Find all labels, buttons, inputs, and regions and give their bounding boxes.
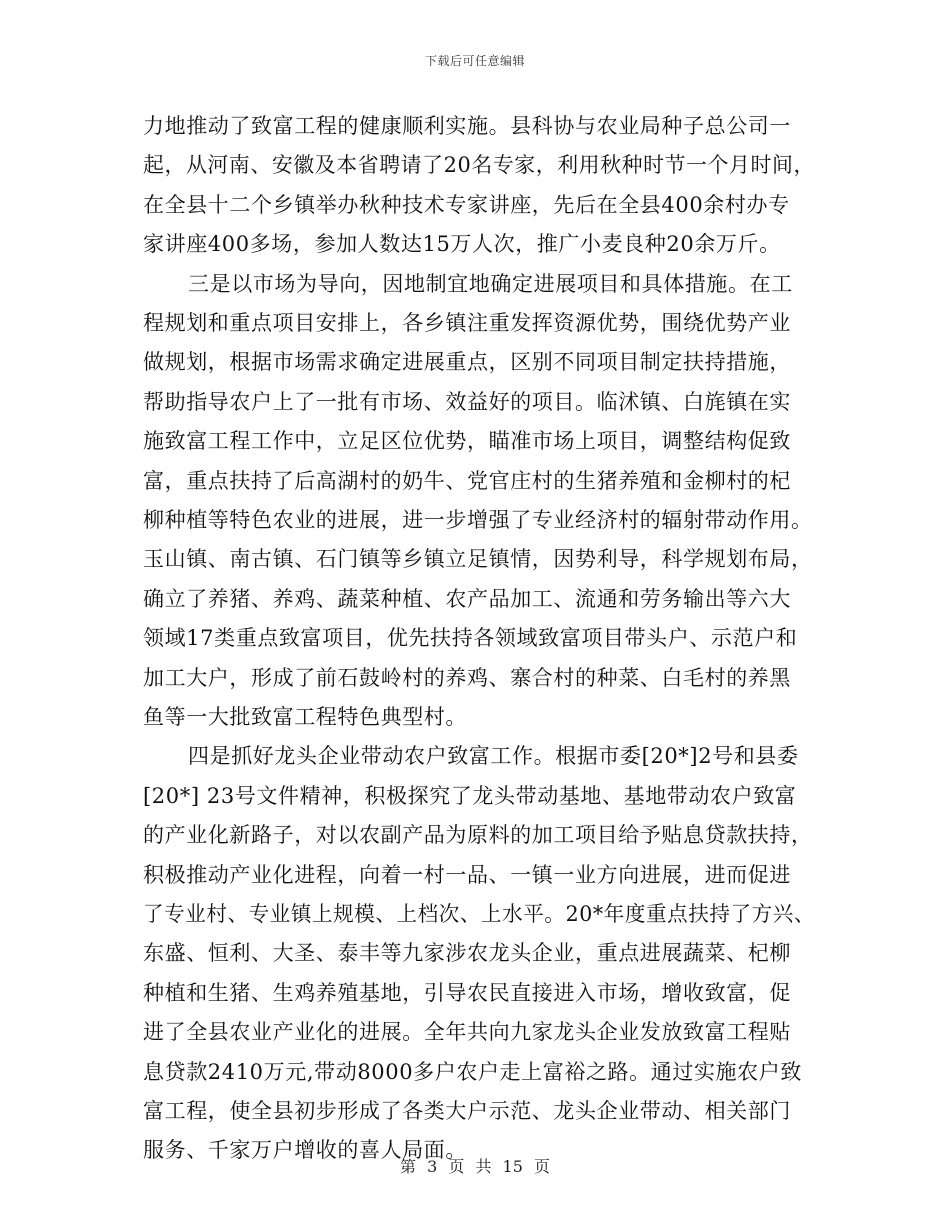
text-line: 的产业化新路子，对以农副产品为原料的加工项目给予贴息贷款扶持， [143,823,813,847]
text-line: 富，重点扶持了后高湖村的奶牛、党官庄村的生猪养殖和金柳村的杞 [143,469,791,493]
text-line: 积极推动产业化进程，向着一村一品、一镇一业方向进展，进而促进 [143,863,791,887]
text-line: 加工大户，形成了前石鼓岭村的养鸡、寨合村的种菜、白毛村的养黑 [143,666,791,690]
text-line: 力地推动了致富工程的健康顺利实施。县科协与农业局种子总公司一 [143,114,791,138]
text-line: 程规划和重点项目安排上，各乡镇注重发挥资源优势，围绕优势产业 [143,311,791,335]
text-line: 施致富工程工作中，立足区位优势，瞄准市场上项目，调整结构促致 [143,429,791,453]
page-number: 第 3 页 共 15 页 [400,1157,550,1176]
text-line: 鱼等一大批致富工程特色典型村。 [143,705,467,729]
text-line: 了专业村、专业镇上规模、上档次、上水平。20*年度重点扶持了方兴、 [143,902,816,926]
text-line: 确立了养猪、养鸡、蔬菜种植、农产品加工、流通和劳务输出等六大 [143,587,791,611]
page-header: 下载后可任意编辑 [424,54,525,68]
text-line: 帮助指导农户上了一批有市场、效益好的项目。临沭镇、白旄镇在实 [143,390,791,414]
text-line: 柳种植等特色农业的进展，进一步增强了专业经济村的辐射带动作用。 [143,508,813,532]
text-line: 服务、千家万户增收的喜人局面。 [143,1138,467,1162]
text-line: 四是抓好龙头企业带动农户致富工作。根据市委[20*]2号和县委 [188,744,799,768]
text-line: 富工程，使全县初步形成了各类大户示范、龙头企业带动、相关部门 [143,1099,791,1123]
text-line: [20*] 23号文件精神，积极探究了龙头带动基地、基地带动农户致富 [143,784,797,808]
text-line: 东盛、恒利、大圣、泰丰等九家涉农龙头企业，重点进展蔬菜、杞柳 [143,941,791,965]
text-line: 家讲座400多场，参加人数达15万人次，推广小麦良种20余万斤。 [143,232,781,256]
text-line: 三是以市场为导向，因地制宜地确定进展项目和具体措施。在工 [188,272,793,296]
text-line: 玉山镇、南古镇、石门镇等乡镇立足镇情，因势利导，科学规划布局， [143,547,813,571]
text-line: 起，从河南、安徽及本省聘请了20名专家，利用秋种时节一个月时间， [143,153,815,177]
text-line: 领域17类重点致富项目，优先扶持各领域致富项目带头户、示范户和 [143,626,798,650]
text-line: 在全县十二个乡镇举办秋种技术专家讲座，先后在全县400余村办专 [143,193,790,217]
text-line: 进了全县农业产业化的进展。全年共向九家龙头企业发放致富工程贴 [143,1020,791,1044]
text-line: 做规划，根据市场需求确定进展重点，区别不同项目制定扶持措施， [143,350,791,374]
text-line: 种植和生猪、生鸡养殖基地，引导农民直接进入市场，增收致富，促 [143,981,791,1005]
text-line: 息贷款2410万元,带动8000多户农户走上富裕之路。通过实施农户致 [143,1060,802,1084]
